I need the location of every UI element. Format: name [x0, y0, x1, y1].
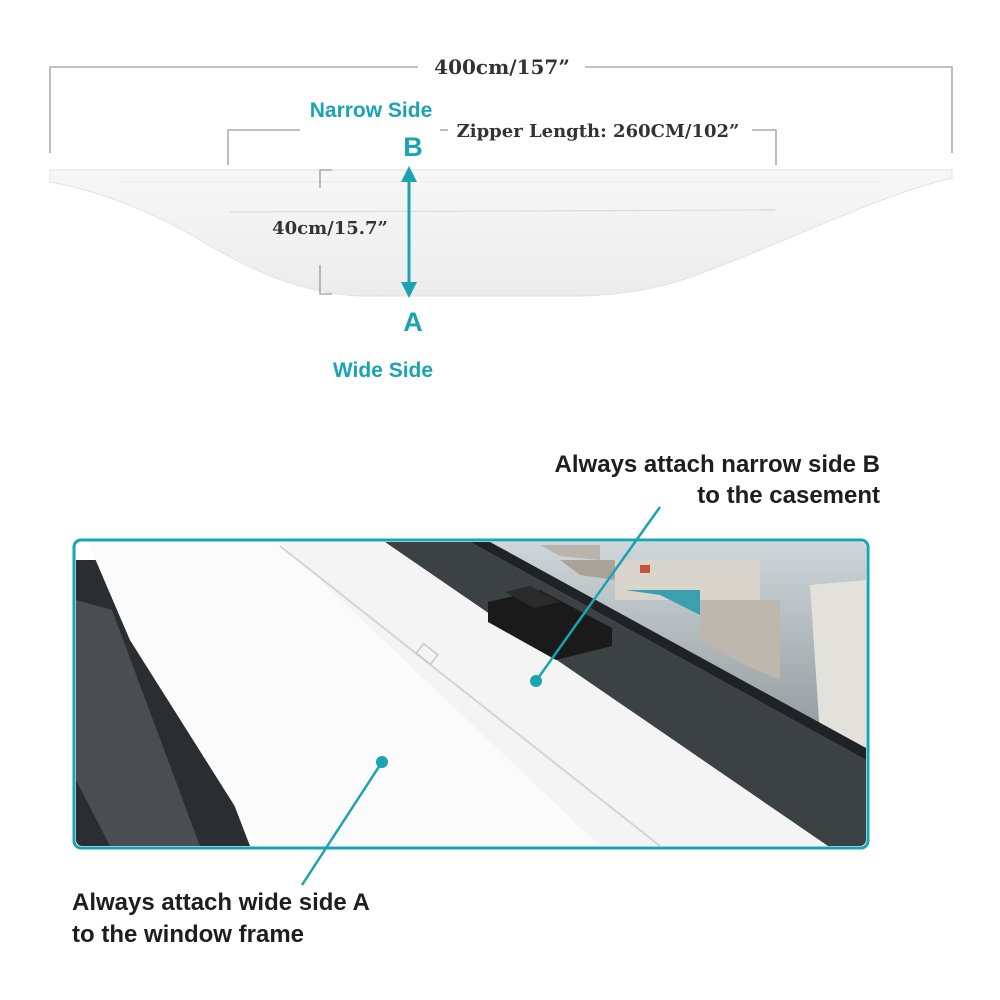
window-seal-sheet [50, 170, 952, 296]
callout-narrow-line2: to the casement [697, 482, 880, 509]
narrow-side-title: Narrow Side [309, 99, 433, 122]
dimension-diagram [50, 55, 952, 382]
wide-side-letter: A [403, 307, 423, 337]
wide-side-title: Wide Side [332, 359, 434, 382]
installation-photo [74, 507, 868, 885]
total-width-label: 400cm/157” [434, 55, 570, 79]
zipper-length-label: Zipper Length: 260CM/102” [456, 121, 740, 142]
callout-wide-line1: Always attach wide side A [72, 889, 370, 916]
callout-wide-line2: to the window frame [72, 921, 305, 948]
callout-narrow-line1: Always attach narrow side B [554, 451, 880, 478]
height-label: 40cm/15.7” [272, 218, 388, 239]
narrow-side-letter: B [403, 132, 423, 162]
